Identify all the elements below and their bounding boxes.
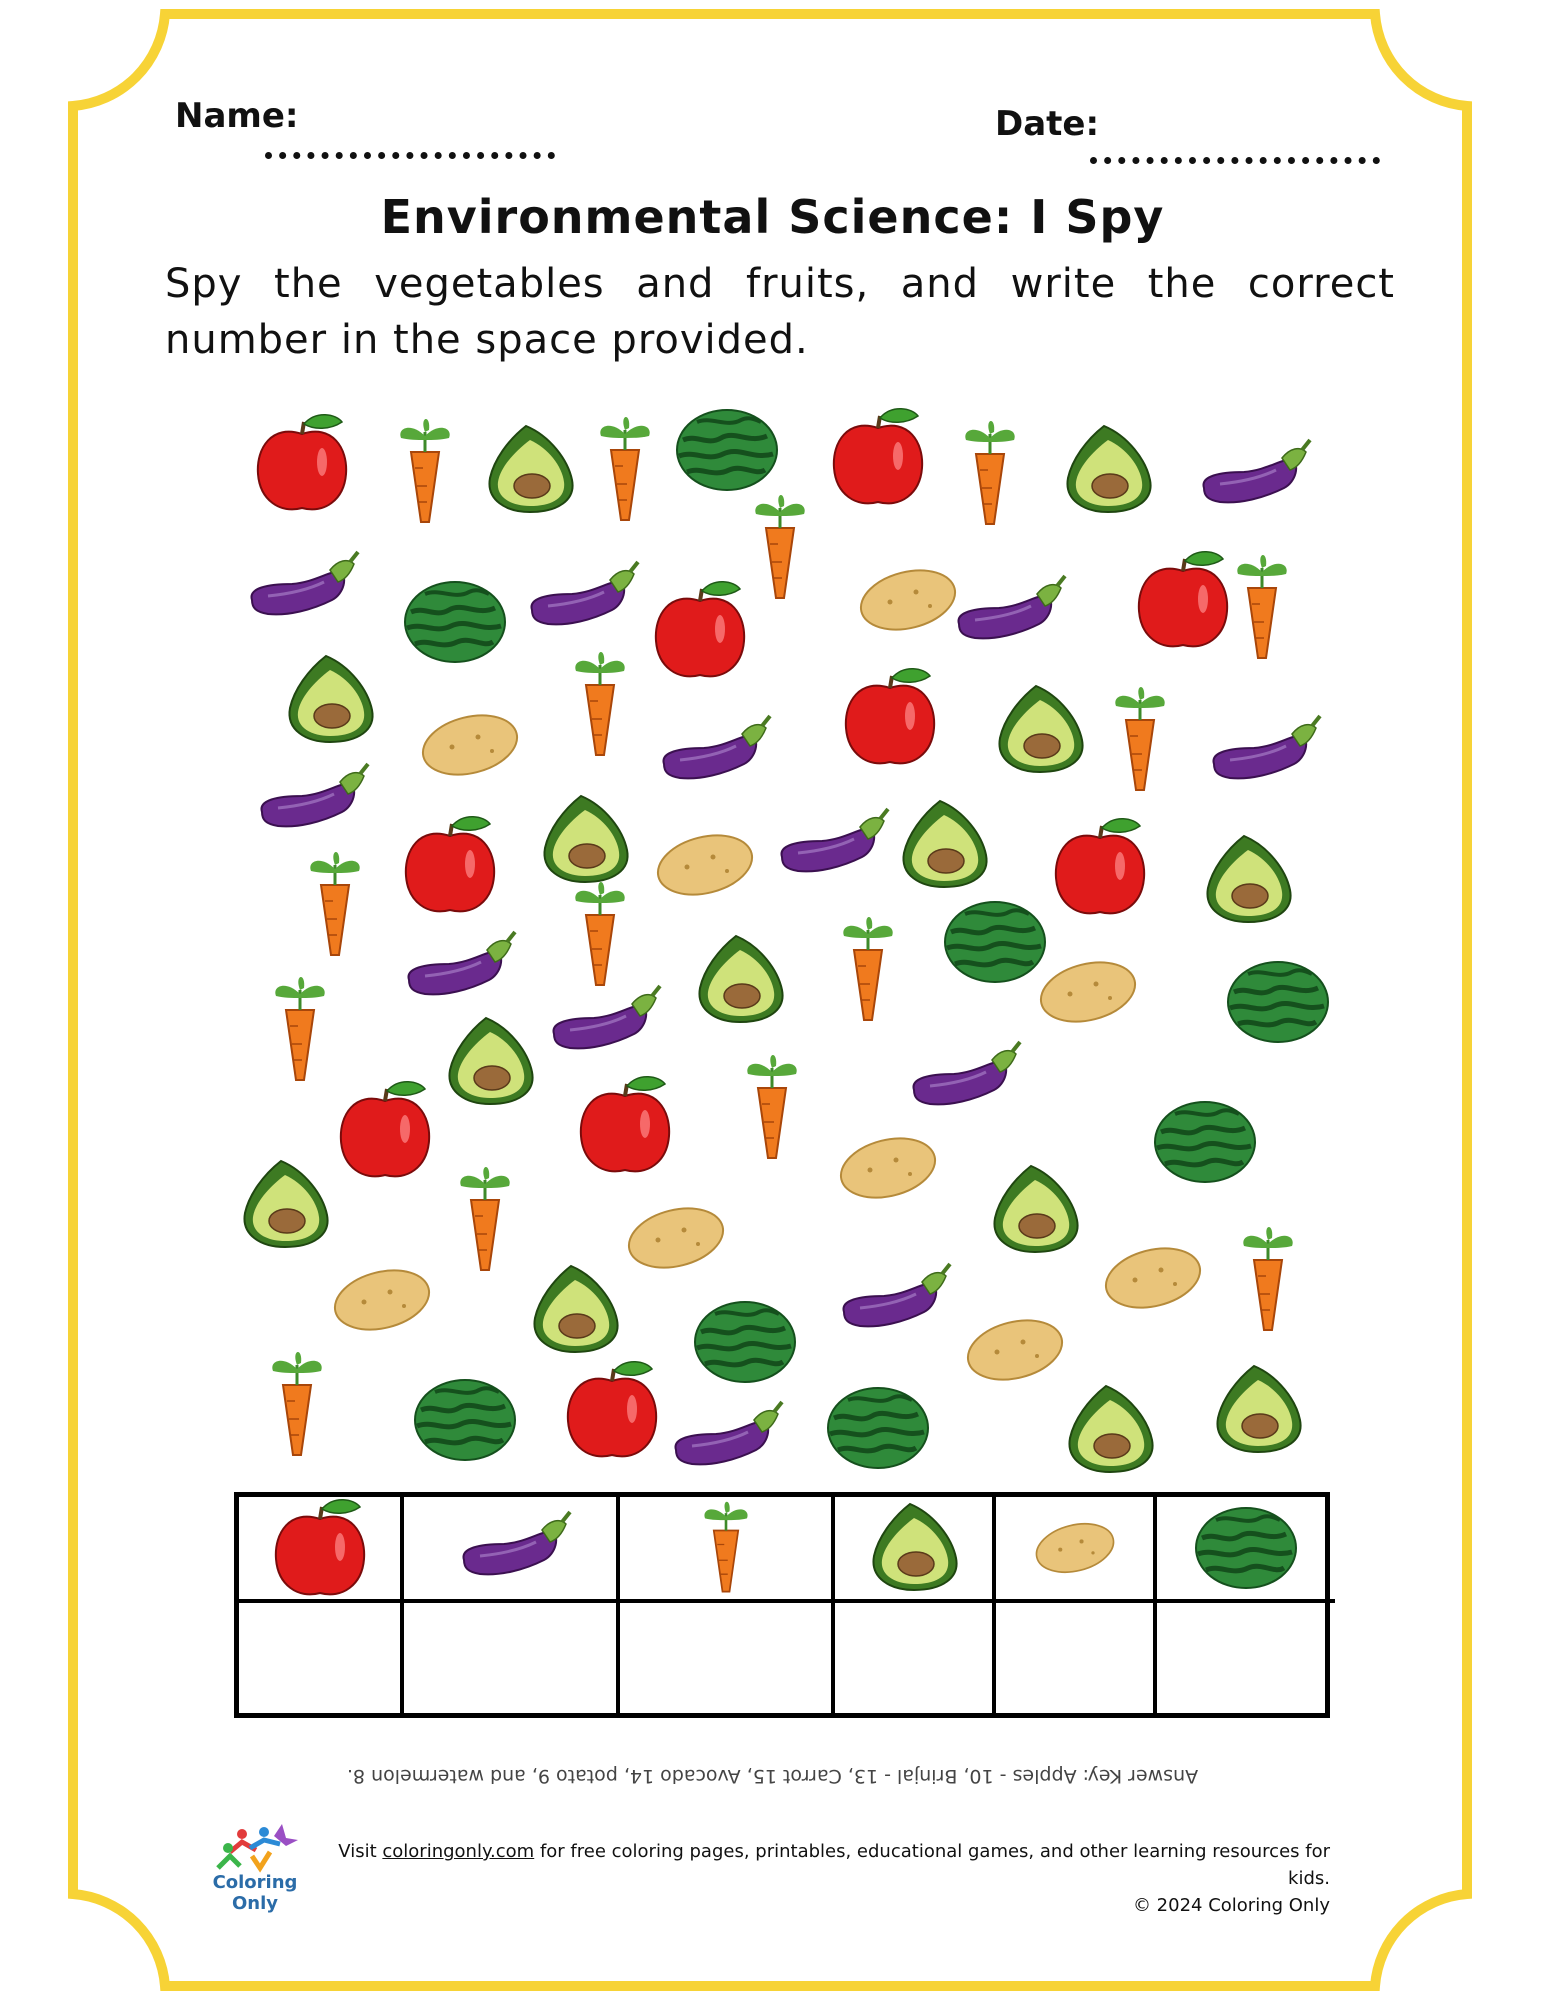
watermelon-icon [945, 902, 1045, 982]
carrot-icon [1237, 555, 1286, 658]
eggplant-icon [408, 932, 515, 994]
apple-icon [341, 1082, 429, 1177]
avocado-icon [1217, 1366, 1300, 1452]
watermelon-icon [828, 1388, 928, 1468]
eggplant-icon [843, 1264, 950, 1326]
potato-icon [652, 826, 759, 904]
avocado-icon [903, 801, 986, 887]
potato-icon [329, 1261, 436, 1339]
apple-icon [656, 582, 744, 677]
eggplant-icon [445, 1503, 575, 1593]
eggplant-icon [675, 1402, 782, 1464]
apple-icon [258, 415, 346, 510]
carrot-icon [310, 852, 359, 955]
eggplant-icon [251, 552, 358, 614]
avocado-icon [699, 936, 782, 1022]
answer-cell-apple[interactable] [239, 1603, 404, 1713]
eggplant-icon [1203, 440, 1310, 502]
potato-icon [1100, 1239, 1207, 1317]
answer-cell-potato[interactable] [996, 1603, 1157, 1713]
avocado-icon [289, 656, 372, 742]
answer-cell-carrot[interactable] [620, 1603, 835, 1713]
carrot-icon [747, 1055, 796, 1158]
watermelon-icon [1228, 962, 1328, 1042]
avocado-icon [1067, 426, 1150, 512]
instructions: Spy the vegetables and fruits, and write the correct number in the space provided. [165, 261, 1395, 363]
potato-icon [962, 1311, 1069, 1389]
apple-icon [270, 1498, 370, 1598]
footer-visit: Visit [338, 1841, 383, 1862]
avocado-icon [489, 426, 572, 512]
eggplant-icon [261, 764, 368, 826]
potato-icon [1030, 1513, 1120, 1583]
watermelon-icon [677, 410, 777, 490]
eggplant-icon [553, 986, 660, 1048]
watermelon-icon [1155, 1102, 1255, 1182]
name-label: Name: [175, 96, 299, 136]
footer-line [330, 1838, 1330, 1892]
eggplant-icon [958, 576, 1065, 638]
carrot-icon [400, 419, 449, 522]
watermelon-icon [695, 1302, 795, 1382]
avocado-icon [994, 1166, 1077, 1252]
carrot-icon [575, 882, 624, 985]
logo-text: Coloring Only [212, 1872, 298, 1914]
tally-icon-eggplant [404, 1497, 620, 1603]
tally-table [234, 1492, 1330, 1718]
avocado-icon [1069, 1386, 1152, 1472]
footer-rest: for free coloring pages, printables, educational games, and other learning resources for kids. [534, 1841, 1330, 1889]
eggplant-icon [781, 809, 888, 871]
carrot-icon [275, 977, 324, 1080]
apple-icon [846, 669, 934, 764]
apple-icon [568, 1362, 656, 1457]
avocado-icon [999, 686, 1082, 772]
eggplant-icon [531, 562, 638, 624]
page-title: Environmental Science: I Spy [380, 190, 1165, 244]
footer [330, 1838, 1330, 1919]
carrot-icon [460, 1167, 509, 1270]
avocado-icon [534, 1266, 617, 1352]
potato-icon [835, 1129, 942, 1207]
apple-icon [834, 409, 922, 504]
answer-cell-eggplant[interactable] [404, 1603, 620, 1713]
eggplant-icon [663, 716, 770, 778]
coloringonly-link[interactable]: coloringonly.com [382, 1841, 535, 1862]
carrot-icon [1115, 687, 1164, 790]
carrot-icon [755, 495, 804, 598]
tally-icon-apple [239, 1497, 404, 1603]
carrot-icon [575, 652, 624, 755]
carrot-icon [272, 1352, 321, 1455]
watermelon-icon [1191, 1503, 1301, 1593]
avocado-icon [244, 1161, 327, 1247]
carrot-icon [843, 917, 892, 1020]
carrot-icon [965, 421, 1014, 524]
avocado-icon [544, 796, 627, 882]
potato-icon [1035, 953, 1142, 1031]
tally-icon-potato [996, 1497, 1157, 1603]
apple-icon [406, 817, 494, 912]
avocado-icon [449, 1018, 532, 1104]
tally-icon-avocado [835, 1497, 996, 1603]
apple-icon [581, 1077, 669, 1172]
tally-icon-watermelon [1157, 1497, 1335, 1603]
watermelon-icon [415, 1380, 515, 1460]
tally-icon-carrot [620, 1497, 835, 1603]
potato-icon [623, 1199, 730, 1277]
carrot-icon [1243, 1227, 1292, 1330]
copyright: © 2024 Coloring Only [1132, 1895, 1330, 1916]
answer-key: Answer Key: Apples - 10, Brinjal - 13, Carrot 15, Avocado 14, potato 9, and watermelon 8. [346, 1765, 1199, 1787]
watermelon-icon [405, 582, 505, 662]
carrot-icon [600, 417, 649, 520]
potato-icon [855, 561, 962, 639]
date-label: Date: [995, 104, 1100, 144]
answer-cell-watermelon[interactable] [1157, 1603, 1335, 1713]
answer-cell-avocado[interactable] [835, 1603, 996, 1713]
apple-icon [1139, 552, 1227, 647]
avocado-icon [1207, 836, 1290, 922]
eggplant-icon [1213, 716, 1320, 778]
carrot-icon [686, 1500, 766, 1596]
potato-icon [417, 706, 524, 784]
apple-icon [1056, 819, 1144, 914]
eggplant-icon [913, 1042, 1020, 1104]
avocado-icon [866, 1500, 962, 1596]
